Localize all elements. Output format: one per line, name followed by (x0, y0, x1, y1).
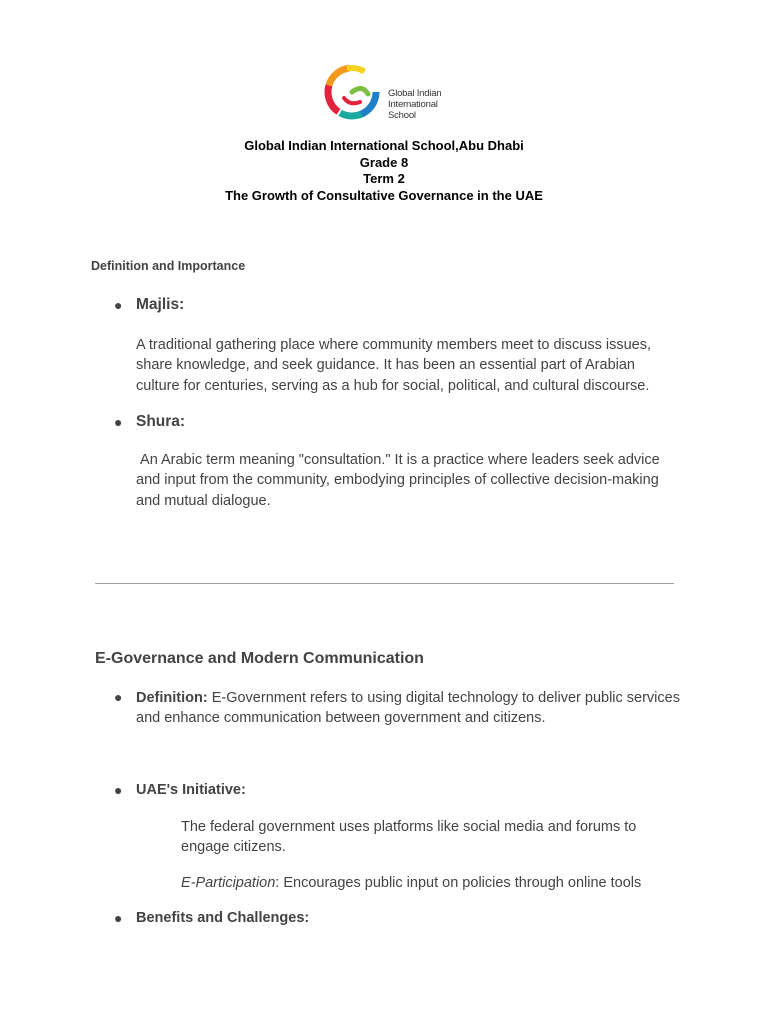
uae-initiative-label: UAE's Initiative: (136, 782, 246, 798)
grade-label: Grade 8 (359, 154, 409, 170)
egov-definition-text: E-Government refers to using digital technology to deliver public services and enhance communication between government and citizens. (136, 690, 680, 727)
eparticipation-label: E-Participation (181, 875, 276, 891)
term-majlis: Majlis: (136, 296, 185, 313)
school-logo (322, 58, 452, 126)
egov-definition-label: Definition: (136, 690, 208, 706)
eparticipation-line (181, 873, 681, 893)
benefits-label: Benefits and Challenges: (136, 910, 310, 926)
egov-definition (136, 688, 681, 729)
bullet-icon: ● (114, 414, 123, 430)
term-shura: Shura: (136, 413, 186, 430)
logo-line-2: International (388, 99, 438, 110)
bullet-icon: ● (114, 689, 123, 705)
horizontal-divider (95, 583, 674, 584)
definition-majlis: A traditional gathering place where community members meet to discuss issues, share knowledge, and seek guidance. It has been an essential part of Arabian culture for centuries, serving as a hub for social, political, and cultural discourse. (136, 337, 651, 394)
term-label: Term 2 (363, 171, 405, 186)
document-header (0, 138, 768, 204)
bullet-icon: ● (114, 782, 123, 798)
logo-line-3: School (388, 110, 416, 121)
school-name: Global Indian International School,Abu Dhabi (244, 138, 524, 153)
document-title: The Growth of Consultative Governance in the UAE (225, 187, 543, 203)
logo-swirl-icon (322, 58, 384, 126)
section-heading-egovernance: E-Governance and Modern Communication (95, 650, 424, 667)
section-label-definition: Definition and Importance (91, 259, 246, 273)
logo-line-1: Global Indian (388, 88, 442, 99)
bullet-icon: ● (114, 297, 123, 313)
bullet-icon: ● (114, 910, 123, 926)
logo-wordmark (388, 88, 441, 121)
definition-shura: An Arabic term meaning "consultation." It is a practice where leaders seek advice and input from the community, embodying principles of collective decision-making and mutual dialogue. (136, 452, 664, 509)
uae-initiative-text: The federal government uses platforms like social media and forums to engage citizens. (181, 819, 637, 856)
eparticipation-text: : Encourages public input on policies through online tools (275, 875, 642, 891)
